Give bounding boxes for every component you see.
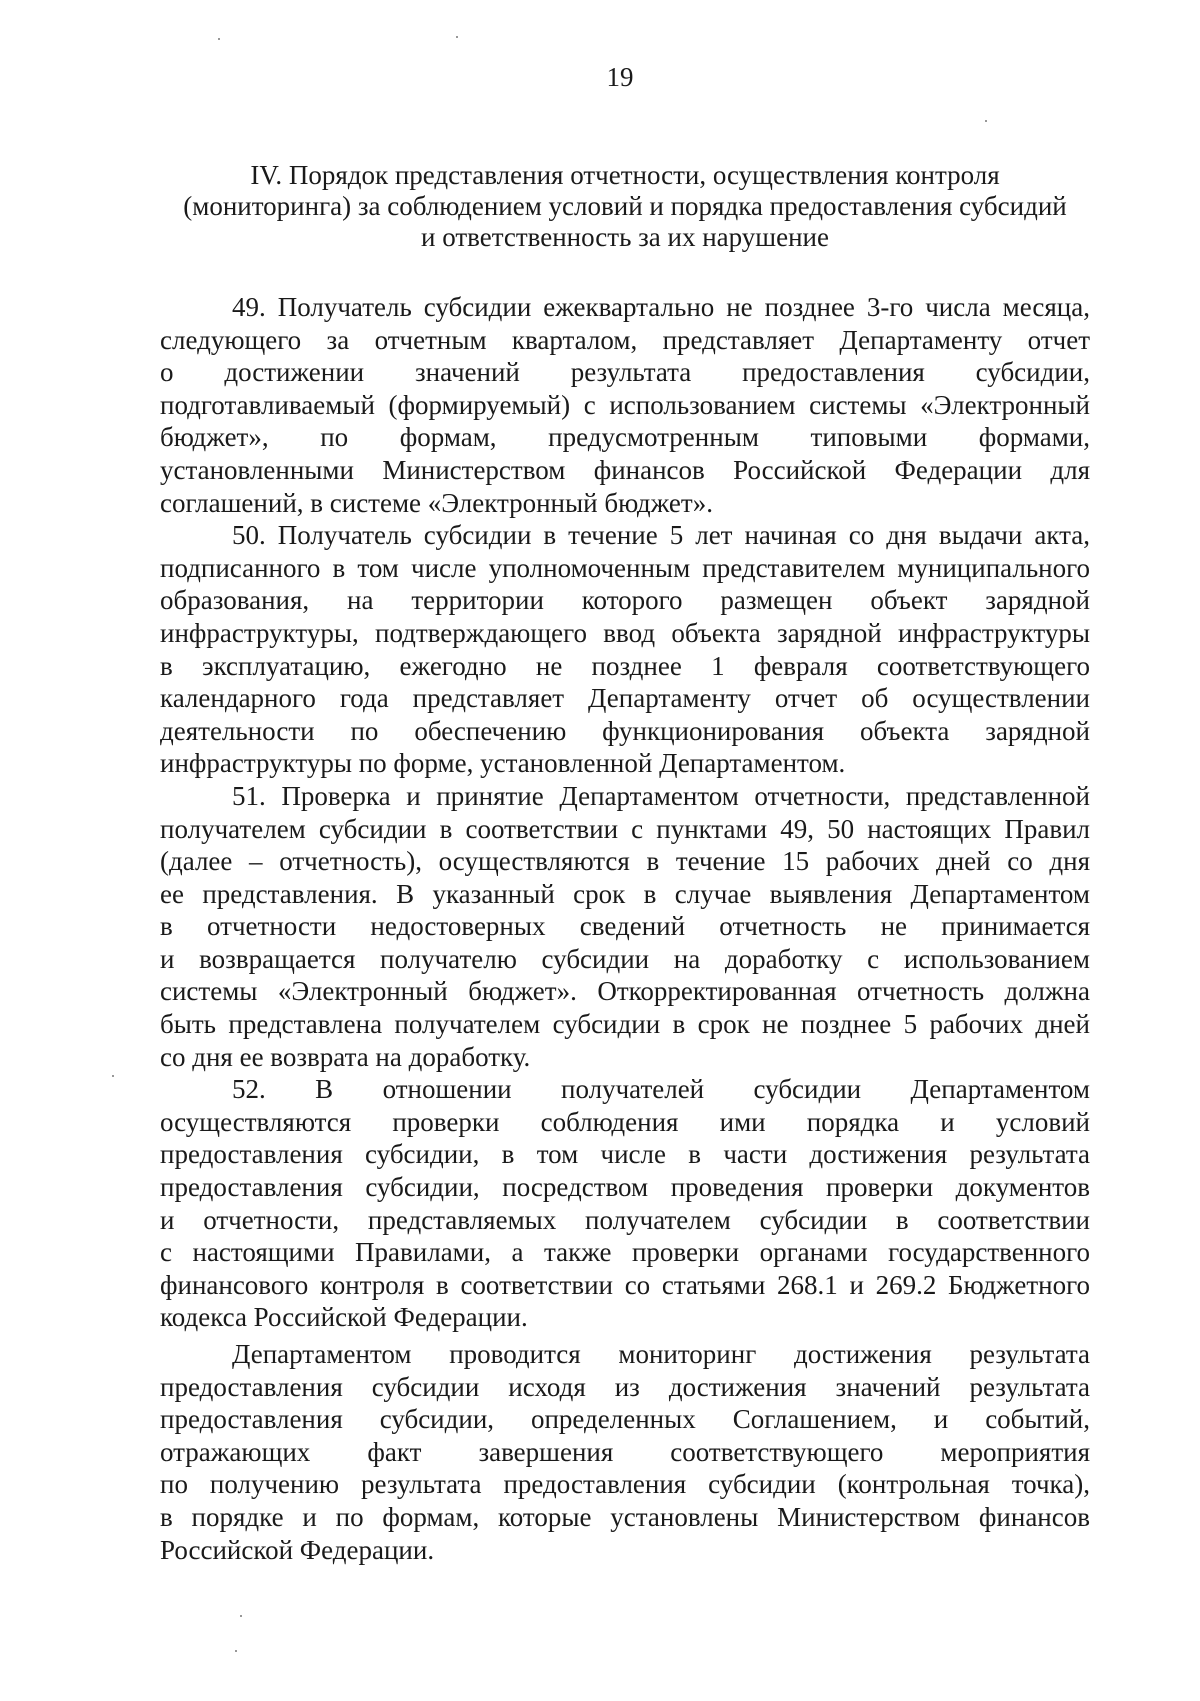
text-line: подписанного в том числе уполномоченным представителем муниципального (160, 552, 1090, 583)
text-line: отражающих факт завершения соответствующего мероприятия (160, 1436, 1090, 1467)
text-line: с настоящими Правилами, а также проверки органами государственного (160, 1237, 1090, 1268)
text-line: предоставления субсидии, посредством проведения проверки документов (160, 1172, 1090, 1203)
text-line: Департаментом проводится мониторинг достижения результата (232, 1339, 1090, 1369)
scan-speck (456, 36, 458, 38)
text-line: деятельности по обеспечению функционирования объекта зарядной (160, 715, 1090, 746)
text-line: предоставления субсидии исходя из достижения значений результата (160, 1371, 1090, 1402)
paragraph-51 (160, 780, 1090, 1073)
text-line: инфраструктуры, подтверждающего ввод объекта зарядной инфраструктуры (160, 617, 1090, 648)
text-line: бюджет», по формам, предусмотренным типовыми формами, (160, 422, 1090, 453)
paragraph-52 (160, 1073, 1090, 1334)
section-heading (160, 160, 1090, 253)
scan-speck (218, 38, 220, 40)
text-line: кодекса Российской Федерации. (160, 1302, 528, 1333)
heading-line: IV. Порядок представления отчетности, осуществления контроля (250, 160, 1000, 190)
paragraph-monitoring (160, 1338, 1090, 1566)
text-line: в порядке и по формам, которые установлены Министерством финансов (160, 1501, 1090, 1532)
text-line: предоставления субсидии, в том числе в части достижения результата (160, 1139, 1090, 1170)
scan-speck (240, 1615, 242, 1617)
text-line: 52. В отношении получателей субсидии Департаментом (232, 1074, 1090, 1105)
text-line: ее представления. В указанный срок в случае выявления Департаментом (160, 878, 1090, 909)
text-line: финансового контроля в соответствии со статьями 268.1 и 269.2 Бюджетного (160, 1269, 1090, 1300)
text-line: Российской Федерации. (160, 1534, 435, 1565)
text-line: календарного года представляет Департаменту отчет об осуществлении (160, 683, 1090, 714)
text-line: 51. Проверка и принятие Департаментом отчетности, представленной (232, 780, 1090, 811)
paragraph-50 (160, 519, 1090, 780)
text-line: осуществляются проверки соблюдения ими порядка и условий (160, 1106, 1090, 1137)
scan-speck (112, 1075, 114, 1077)
text-line: предоставления субсидии, определенных Соглашением, и событий, (160, 1404, 1090, 1435)
text-line: по получению результата предоставления субсидии (контрольная точка), (160, 1469, 1090, 1500)
text-line: инфраструктуры по форме, установленной Департаментом. (160, 748, 846, 779)
paragraph-49 (160, 291, 1090, 519)
text-line: образования, на территории которого размещен объект зарядной (160, 585, 1090, 616)
scan-speck (235, 1650, 237, 1652)
text-line: со дня ее возврата на доработку. (160, 1041, 531, 1072)
body-text (160, 291, 1090, 1566)
text-line: и возвращается получателю субсидии на доработку с использованием (160, 943, 1090, 974)
text-line: установленными Министерством финансов Российской Федерации для (160, 454, 1090, 485)
text-line: подготавливаемый (формируемый) с использованием системы «Электронный (160, 389, 1090, 420)
text-line: соглашений, в системе «Электронный бюджет». (160, 487, 713, 518)
text-line: о достижении значений результата предоставления субсидии, (160, 357, 1090, 388)
scan-speck (985, 120, 987, 122)
text-line: 50. Получатель субсидии в течение 5 лет начиная со дня выдачи акта, (232, 520, 1090, 551)
text-line: системы «Электронный бюджет». Откорректированная отчетность должна (160, 976, 1090, 1007)
heading-line: (мониторинга) за соблюдением условий и порядка предоставления субсидий (183, 191, 1067, 221)
heading-line: и ответственность за их нарушение (421, 222, 829, 252)
text-line: (далее – отчетность), осуществляются в течение 15 рабочих дней со дня (160, 846, 1090, 877)
text-line: быть представлена получателем субсидии в срок не позднее 5 рабочих дней (160, 1009, 1090, 1040)
text-line: следующего за отчетным кварталом, представляет Департаменту отчет (160, 324, 1090, 355)
text-line: и отчетности, представляемых получателем субсидии в соответствии (160, 1204, 1090, 1235)
page-number: 19 (606, 62, 634, 92)
text-line: 49. Получатель субсидии ежеквартально не позднее 3-го числа месяца, (232, 292, 1090, 322)
text-line: в отчетности недостоверных сведений отчетность не принимается (160, 911, 1090, 942)
text-line: в эксплуатацию, ежегодно не позднее 1 февраля соответствующего (160, 650, 1090, 681)
text-line: получателем субсидии в соответствии с пунктами 49, 50 настоящих Правил (160, 813, 1090, 844)
